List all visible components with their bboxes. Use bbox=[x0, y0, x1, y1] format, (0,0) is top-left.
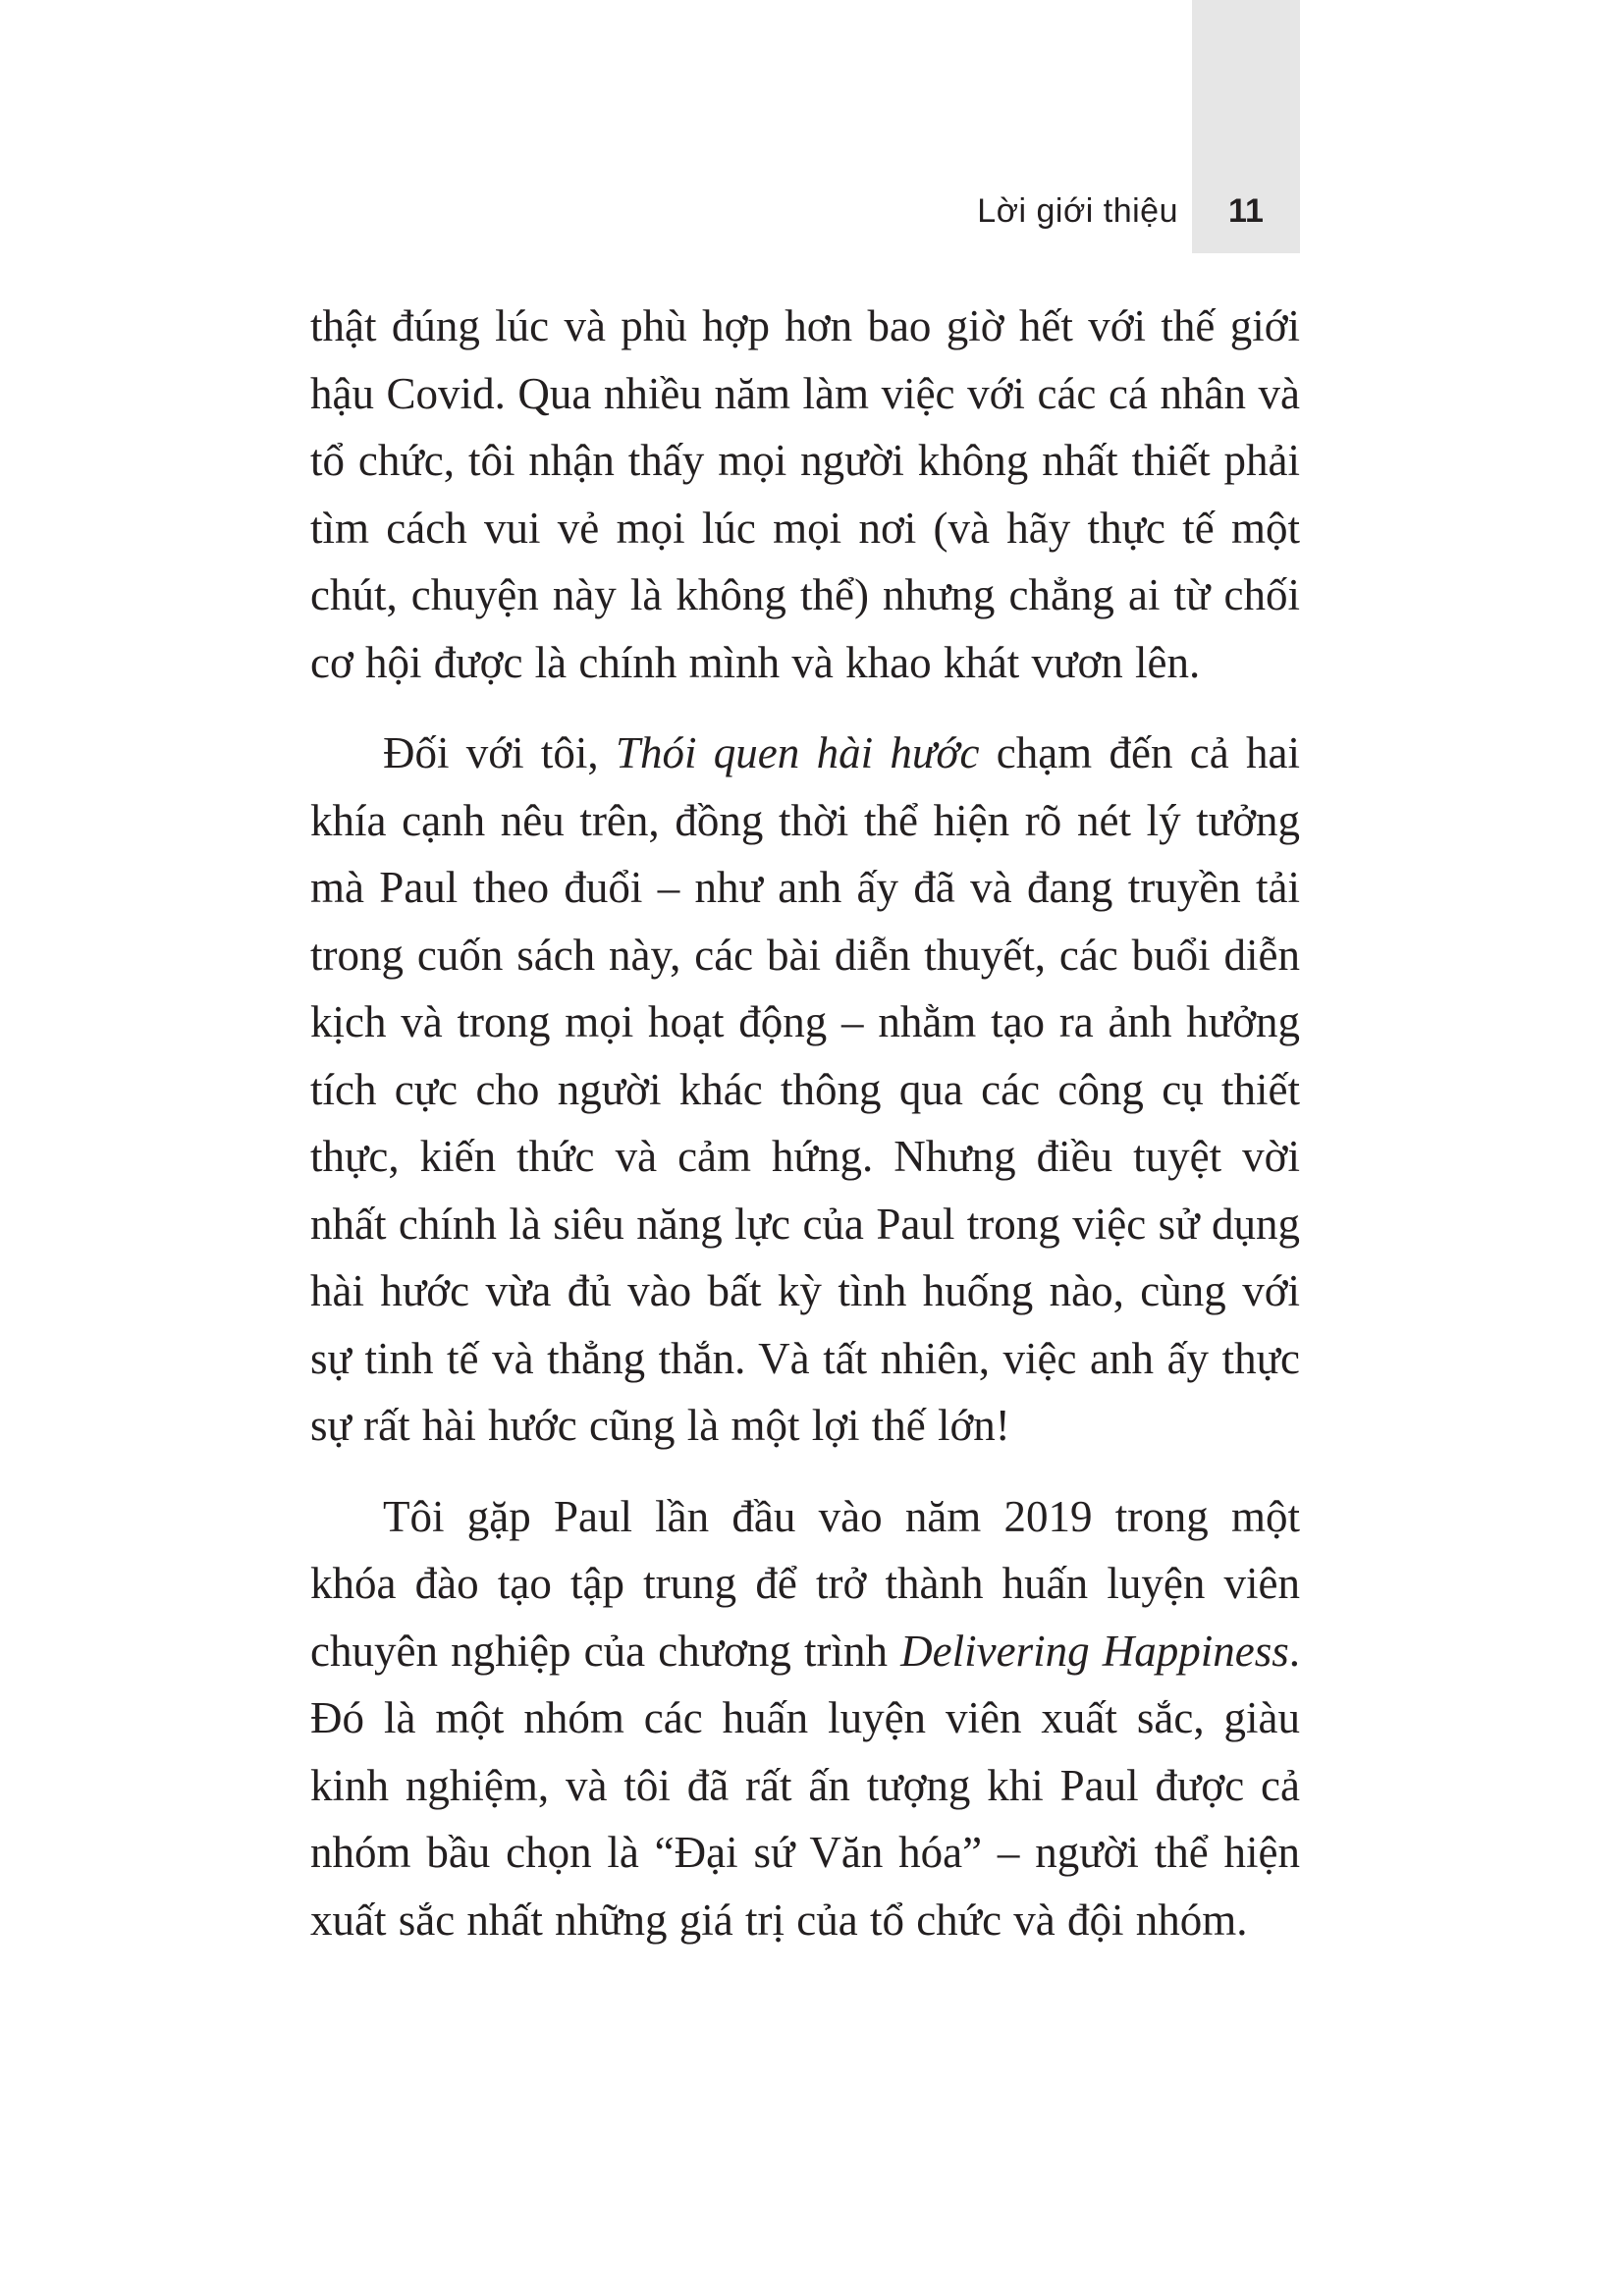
paragraph bbox=[310, 720, 1300, 1460]
running-head: Lời giới thiệu bbox=[977, 192, 1178, 230]
paragraph bbox=[310, 293, 1300, 696]
paragraph-text: thật đúng lúc và phù hợp hơn bao giờ hết với thế giới hậu Covid. Qua nhiều năm làm việc với các cá nhân và tổ chức, tôi nhận thấy mọi người không nhất thiết phải tìm cách vui vẻ mọi lúc mọi nơi (và hãy thực tế một chút, chuyện này là không thể) nhưng chẳng ai từ chối cơ hội được là chính mình và khao khát vươn lên. bbox=[310, 301, 1300, 687]
paragraph-text: Tôi gặp Paul lần đầu vào năm 2019 trong một khóa đào tạo tập trung để trở thành huấn luyện viên chuyên nghiệp của chương trình bbox=[310, 1491, 1300, 1676]
paragraph bbox=[310, 1483, 1300, 1954]
paragraph-text: chạm đến cả hai khía cạnh nêu trên, đồng thời thể hiện rõ nét lý tưởng mà Paul theo đuổi – như anh ấy đã và đang truyền tải trong cuốn sách này, các bài diễn thuyết, các buổi diễn kịch và trong mọi hoạt động – nhằm tạo ra ảnh hưởng tích cực cho người khác thông qua các công cụ thiết thực, kiến thức và cảm hứng. Nhưng điều tuyệt vời nhất chính là siêu năng lực của Paul trong việc sử dụng hài hước vừa đủ vào bất kỳ tình huống nào, cùng với sự tinh tế và thẳng thắn. Và tất nhiên, việc anh ấy thực sự rất hài hước cũng là một lợi thế lớn! bbox=[310, 728, 1300, 1450]
paragraph-text: . Đó là một nhóm các huấn luyện viên xuất sắc, giàu kinh nghiệm, và tôi đã rất ấn tượng khi Paul được cả nhóm bầu chọn là “Đại sứ Văn hóa” – người thể hiện xuất sắc nhất những giá trị của tổ chức và đội nhóm. bbox=[310, 1626, 1300, 1945]
page-number: 11 bbox=[1228, 192, 1264, 230]
program-name-italic: Delivering Happiness bbox=[900, 1626, 1289, 1676]
book-title-italic: Thói quen hài hước bbox=[615, 728, 980, 777]
paragraph-text: Đối với tôi, bbox=[383, 728, 616, 777]
body-text bbox=[310, 293, 1300, 1977]
